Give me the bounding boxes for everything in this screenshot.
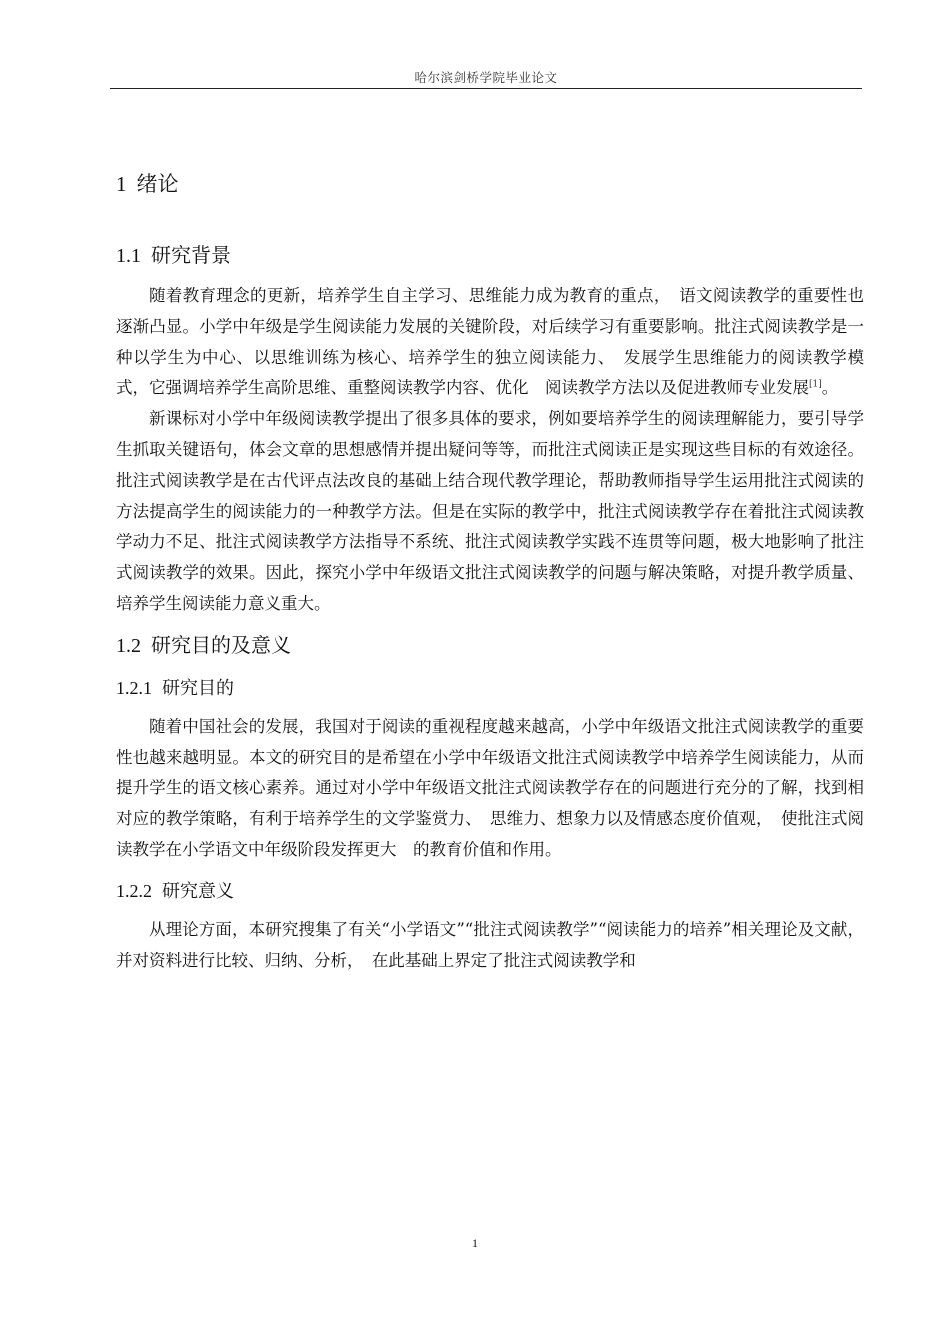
body-content	[116, 160, 864, 976]
paragraph-purpose: 随着中国社会的发展，我国对于阅读的重视程度越来越高，小学中年级语文批注式阅读教学的重要性也越来越明显。本文的研究目的是希望在小学中年级语文批注式阅读教学中培养学生阅读能力，从而提升学生的语文核心素养。通过对小学中年级语文批注式阅读教学存在的问题进行充分的了解，找到相对应的教学策略，有利于培养学生的文学鉴赏力、 思维力、想象力以及情感态度价值观， 使批注式阅读教学在小学语文中年级阶段发挥更大 的教育价值和作用。	[116, 716, 864, 859]
chapter-number: 1	[116, 172, 127, 196]
section-heading-1-2	[116, 628, 864, 663]
subsection-number: 1.2.1	[116, 677, 152, 698]
subsection-title: 研究目的	[162, 677, 234, 699]
subsection-heading-1-2-2	[116, 874, 864, 909]
chapter-title: 绪论	[136, 172, 179, 196]
citation-ref: [1]	[809, 379, 822, 390]
paragraph-end: 。	[821, 378, 839, 398]
subsection-heading-1-2-1	[116, 671, 864, 706]
page-number: 1	[472, 1236, 478, 1250]
section-number: 1.2	[116, 634, 141, 657]
paragraph-text: 随着教育理念的更新，培养学生自主学习、思维能力成为教育的重点， 语文阅读教学的重要性也逐渐凸显。小学中年级是学生阅读能力发展的关键阶段，对后续学习有重要影响。批注式阅读教学是一种以学生为中心、以思维训练为核心、培养学生的独立阅读能力、 发展学生思维能力的阅读教学模式，它强调培养学生高阶思维、重整阅读教学内容、优化 阅读教学方法以及促进教师专业发展	[116, 286, 864, 398]
section-number: 1.1	[116, 245, 141, 267]
section-heading-1-1	[116, 238, 864, 273]
subsection-number: 1.2.2	[116, 880, 152, 901]
paragraph-background-1	[116, 281, 864, 404]
section-title: 研究背景	[151, 243, 231, 267]
paragraph-significance: 从理论方面，本研究搜集了有关“小学语文”“批注式阅读教学”“阅读能力的培养”相关理论及文献，并对资料进行比较、归纳、分析， 在此基础上界定了批注式阅读教学和	[116, 919, 864, 970]
section-title: 研究目的及意义	[151, 632, 291, 657]
header-divider	[110, 88, 862, 89]
chapter-heading	[116, 168, 864, 200]
running-header: 哈尔滨剑桥学院毕业论文	[414, 70, 558, 85]
paragraph-background-2: 新课标对小学中年级阅读教学提出了很多具体的要求，例如要培养学生的阅读理解能力，要引导学生抓取关键语句，体会文章的思想感情并提出疑问等等，而批注式阅读正是实现这些目标的有效途径。批注式阅读教学是在古代评点法改良的基础上结合现代教学理论，帮助教师指导学生运用批注式阅读的方法提高学生的阅读能力的一种教学方法。但是在实际的教学中，批注式阅读教学存在着批注式阅读教学动力不足、批注式阅读教学方法指导不系统、批注式阅读教学实践不连贯等问题，极大地影响了批注式阅读教学的效果。因此，探究小学中年级语文批注式阅读教学的问题与解决策略，对提升教学质量、培养学生阅读能力意义重大。	[116, 409, 864, 613]
subsection-title: 研究意义	[162, 880, 234, 902]
